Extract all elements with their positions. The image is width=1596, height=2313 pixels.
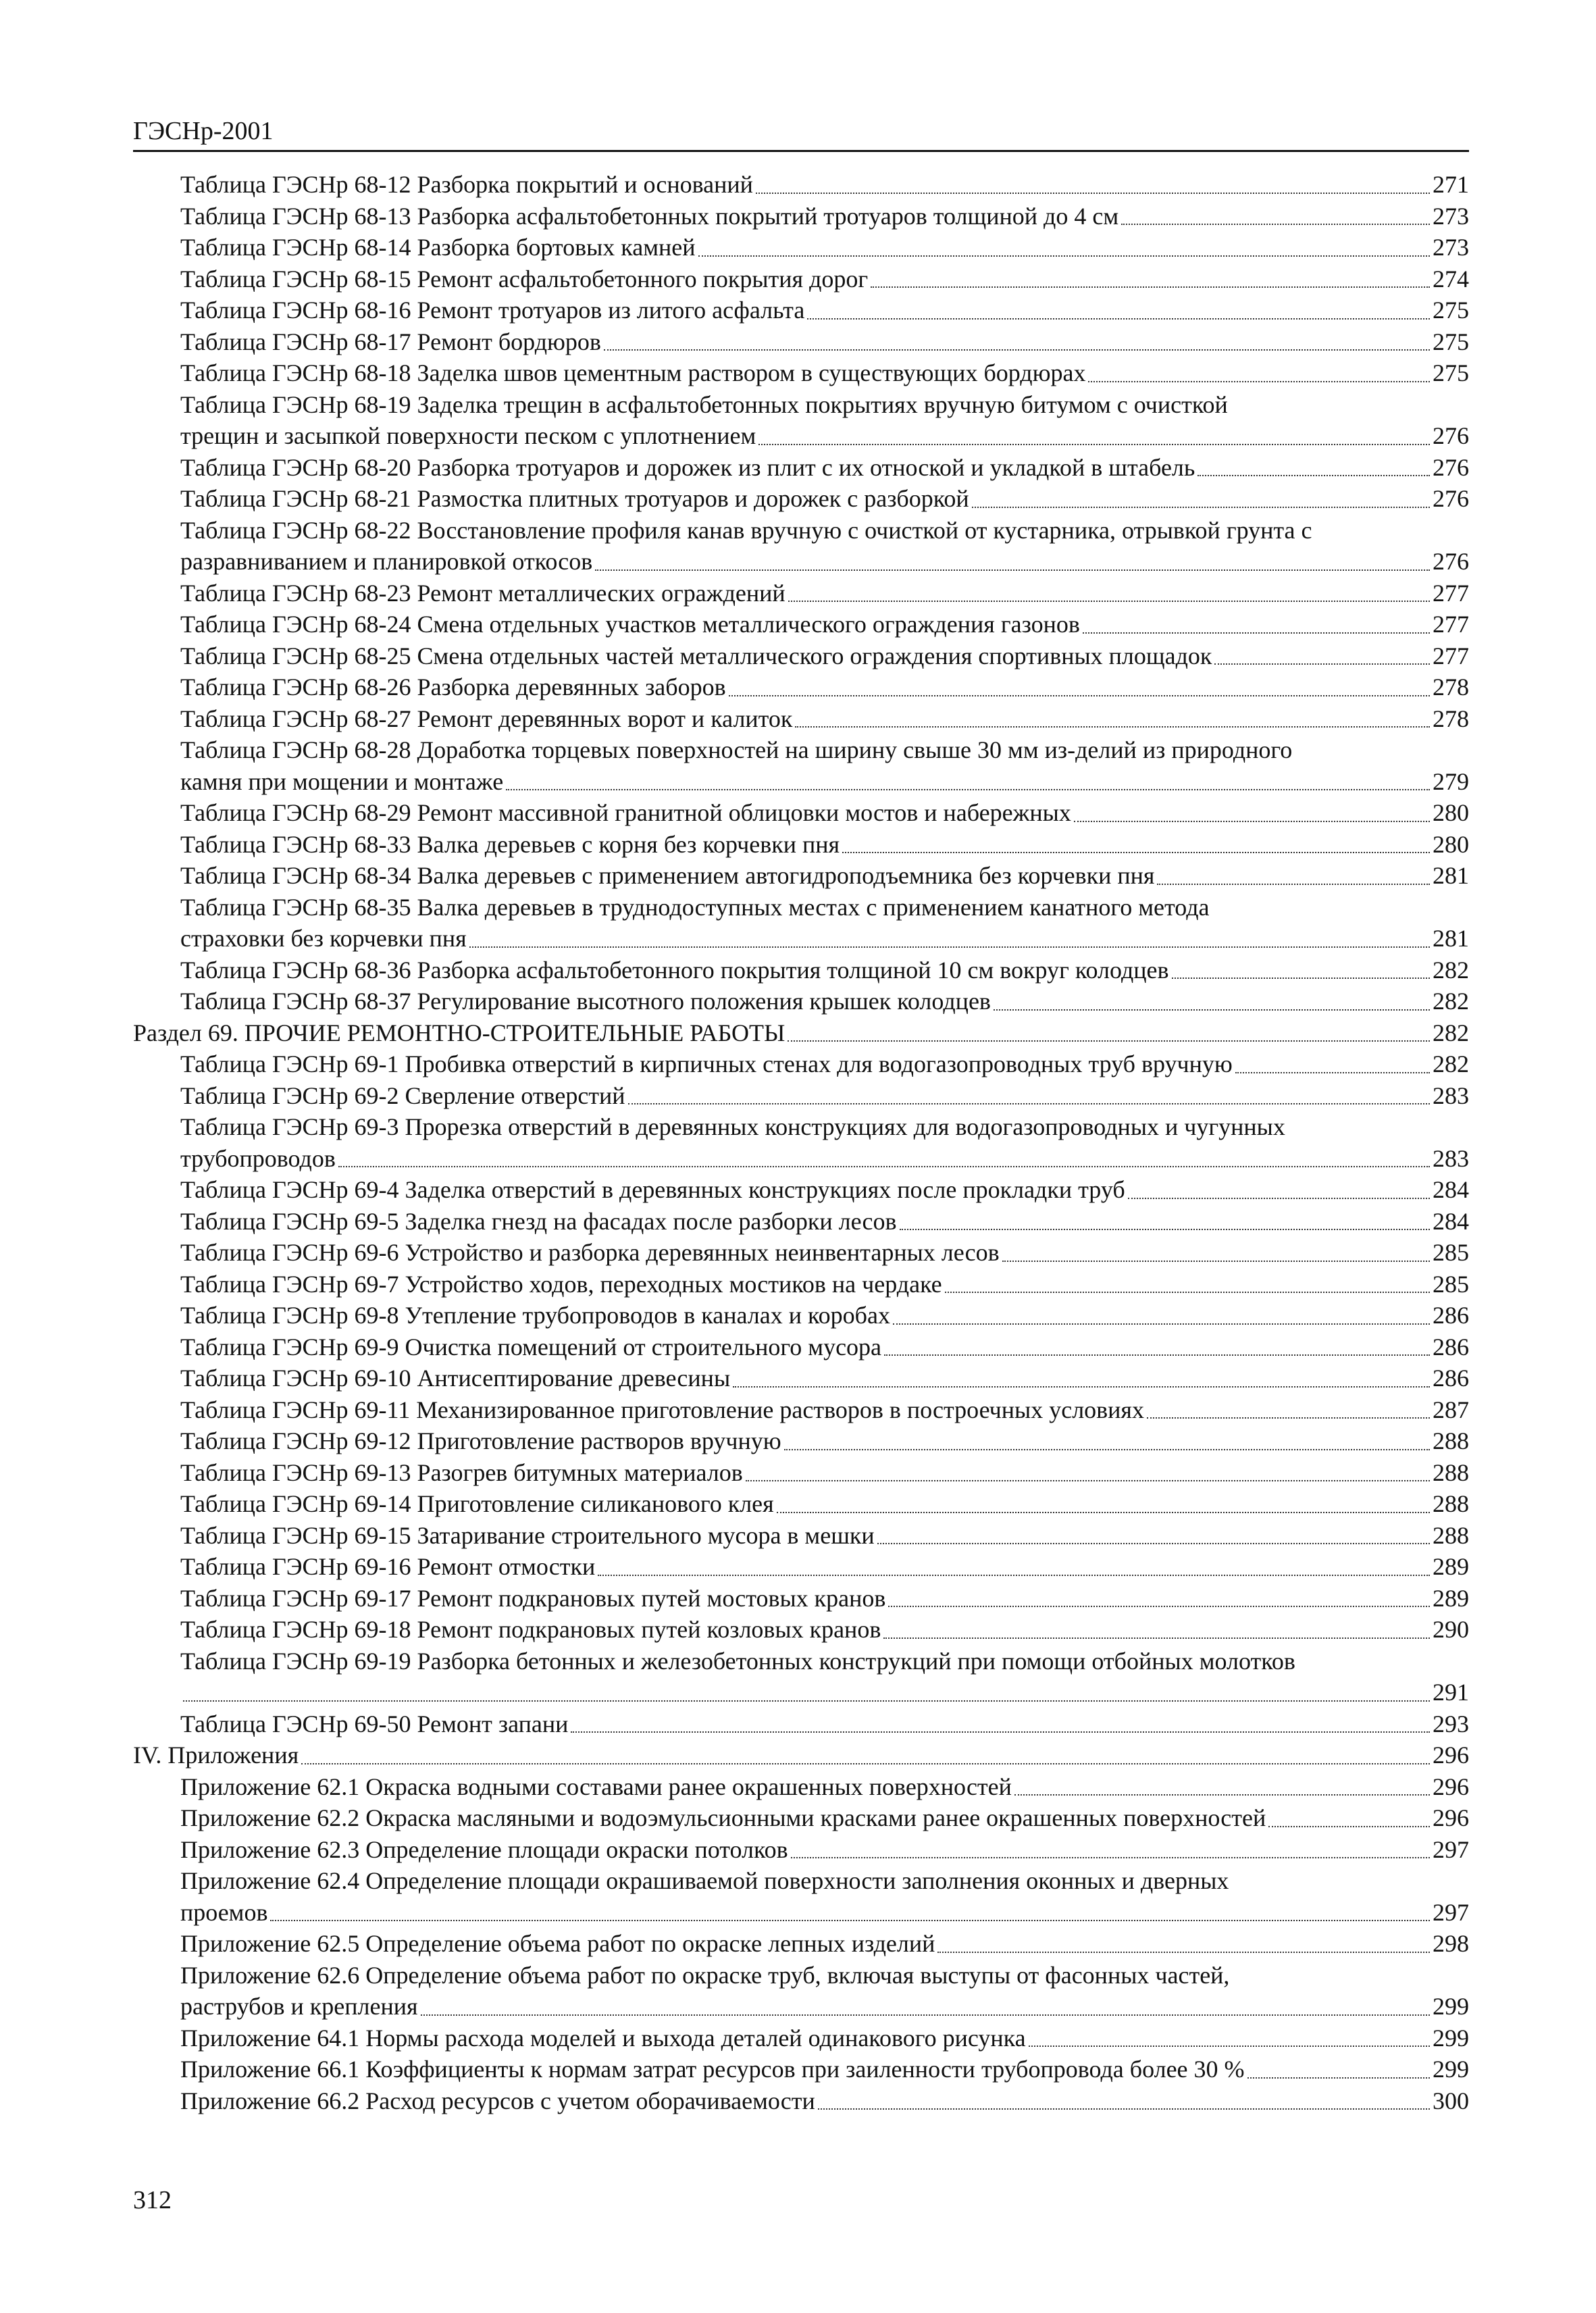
toc-entry-title: Таблица ГЭСНр 69-50 Ремонт запани bbox=[180, 1710, 569, 1737]
toc-entry-title: Таблица ГЭСНр 69-14 Приготовление силиканового клея bbox=[180, 1490, 774, 1517]
toc-page-number: 298 bbox=[1433, 1930, 1469, 1957]
toc-entry bbox=[133, 1425, 1469, 1457]
toc-entry-title: Таблица ГЭСНр 69-16 Ремонт отмостки bbox=[180, 1553, 596, 1580]
dot-leader bbox=[628, 1103, 1430, 1104]
toc-entry-title-cont: разравниванием и планировкой откосов bbox=[180, 548, 593, 575]
toc-entry bbox=[133, 389, 1469, 421]
dot-leader bbox=[1029, 2045, 1430, 2047]
toc-entry-title-cont: проемов bbox=[180, 1898, 268, 1926]
toc-entry-title: Таблица ГЭСНр 68-23 Ремонт металлических ограждений bbox=[180, 579, 786, 607]
toc-entry-title-cont: трещин и засыпкой поверхности песком с уплотнением bbox=[180, 422, 756, 449]
toc-entry-title: Таблица ГЭСНр 68-18 Заделка швов цементным раствором в существующих бордюрах bbox=[180, 359, 1086, 386]
toc-entry bbox=[133, 1551, 1469, 1583]
toc-page-number: 285 bbox=[1433, 1239, 1469, 1266]
toc-entry bbox=[133, 640, 1469, 672]
toc-entry bbox=[133, 797, 1469, 829]
dot-leader bbox=[301, 1763, 1430, 1764]
dot-leader bbox=[506, 789, 1430, 790]
toc-page-number: 282 bbox=[1433, 1050, 1469, 1077]
toc-page-number: 299 bbox=[1433, 1993, 1469, 2020]
dot-leader bbox=[733, 1386, 1430, 1388]
toc-entry-title: IV. Приложения bbox=[133, 1742, 299, 1769]
toc-entry bbox=[133, 1363, 1469, 1394]
toc-entry-title: Таблица ГЭСНр 68-20 Разборка тротуаров и дорожек из плит с их отноской и укладкой в штабель bbox=[180, 453, 1195, 481]
dot-leader bbox=[884, 1354, 1430, 1356]
toc-entry-title: Таблица ГЭСНр 68-36 Разборка асфальтобетонного покрытия толщиной 10 см вокруг колодцев bbox=[180, 956, 1169, 984]
dot-leader bbox=[994, 1009, 1430, 1011]
toc-entry-title-cont: раструбов и крепления bbox=[180, 1993, 418, 2020]
dot-leader bbox=[756, 193, 1430, 194]
toc-page-number: 288 bbox=[1433, 1521, 1469, 1549]
toc-entry bbox=[133, 829, 1469, 861]
toc-entry-title: Приложение 62.6 Определение объема работ по окраске труб, включая выступы от фасонных частей, bbox=[180, 1961, 1230, 1989]
toc-entry-title: Таблица ГЭСНр 68-14 Разборка бортовых камней bbox=[180, 234, 696, 261]
dot-leader bbox=[1235, 1072, 1430, 1073]
toc-entry-title: Таблица ГЭСНр 69-11 Механизированное приготовление растворов в построечных условиях bbox=[180, 1396, 1144, 1423]
toc-entry bbox=[133, 1802, 1469, 1834]
toc-entry-title: Таблица ГЭСНр 68-26 Разборка деревянных заборов bbox=[180, 673, 726, 701]
toc-page-number: 276 bbox=[1433, 548, 1469, 575]
toc-entry bbox=[133, 1206, 1469, 1238]
toc-page-number: 271 bbox=[1433, 171, 1469, 198]
dot-leader bbox=[784, 1449, 1430, 1450]
toc-page-number: 290 bbox=[1433, 1616, 1469, 1643]
toc-page-number: 283 bbox=[1433, 1144, 1469, 1172]
toc-entry bbox=[133, 1237, 1469, 1269]
toc-entry bbox=[133, 1614, 1469, 1646]
toc-entry-title-cont: страховки без корчевки пня bbox=[180, 925, 467, 952]
toc-entry bbox=[133, 295, 1469, 326]
toc-entry-title: Раздел 69. ПРОЧИЕ РЕМОНТНО-СТРОИТЕЛЬНЫЕ РАБОТЫ bbox=[133, 1019, 786, 1046]
toc-page-number: 288 bbox=[1433, 1427, 1469, 1454]
dot-leader bbox=[1157, 884, 1430, 885]
toc-page-number: 277 bbox=[1433, 579, 1469, 607]
toc-page-number: 282 bbox=[1433, 988, 1469, 1015]
toc-entry bbox=[133, 734, 1469, 766]
toc-entry bbox=[133, 326, 1469, 358]
table-of-contents bbox=[133, 169, 1469, 2116]
toc-entry bbox=[133, 1646, 1469, 1677]
toc-entry-title: Таблица ГЭСНр 69-19 Разборка бетонных и железобетонных конструкций при помощи отбойных молотков bbox=[180, 1647, 1295, 1675]
dot-leader bbox=[1074, 821, 1430, 822]
toc-entry bbox=[133, 578, 1469, 609]
dot-leader bbox=[421, 2014, 1430, 2016]
dot-leader bbox=[791, 1857, 1430, 1858]
dot-leader bbox=[877, 1543, 1430, 1544]
toc-entry bbox=[133, 452, 1469, 484]
toc-page-number: 276 bbox=[1433, 485, 1469, 512]
toc-page-number: 275 bbox=[1433, 328, 1469, 355]
dot-leader bbox=[1002, 1261, 1430, 1262]
toc-entry-title: Таблица ГЭСНр 68-29 Ремонт массивной гранитной облицовки мостов и набережных bbox=[180, 799, 1071, 826]
toc-page-number: 286 bbox=[1433, 1302, 1469, 1329]
toc-entry bbox=[133, 1834, 1469, 1866]
toc-page-number: 276 bbox=[1433, 453, 1469, 481]
toc-page-number: 273 bbox=[1433, 234, 1469, 261]
toc-page-number: 275 bbox=[1433, 297, 1469, 324]
toc-section bbox=[133, 1739, 1469, 1771]
toc-entry-continuation bbox=[133, 546, 1469, 578]
dot-leader bbox=[883, 1637, 1430, 1639]
toc-entry-title: Приложение 62.2 Окраска масляными и водоэмульсионными красками ранее окрашенных поверхностей bbox=[180, 1804, 1266, 1831]
toc-page-number: 296 bbox=[1433, 1773, 1469, 1800]
dot-leader bbox=[1121, 224, 1430, 225]
dot-leader bbox=[972, 507, 1430, 508]
dot-leader bbox=[1198, 475, 1430, 476]
toc-page-number: 284 bbox=[1433, 1207, 1469, 1235]
toc-page-number: 279 bbox=[1433, 767, 1469, 795]
toc-entry bbox=[133, 2085, 1469, 2117]
toc-entry bbox=[133, 1394, 1469, 1426]
toc-page-number: 296 bbox=[1433, 1804, 1469, 1831]
dot-leader bbox=[1128, 1198, 1430, 1199]
toc-entry bbox=[133, 357, 1469, 389]
dot-leader bbox=[1214, 663, 1430, 665]
toc-page-number: 285 bbox=[1433, 1270, 1469, 1298]
toc-entry-title-cont: камня при мощении и монтаже bbox=[180, 767, 504, 795]
toc-entry bbox=[133, 1520, 1469, 1552]
toc-page-number: 274 bbox=[1433, 265, 1469, 293]
dot-leader bbox=[183, 1700, 1430, 1702]
toc-entry bbox=[133, 1111, 1469, 1143]
page-number: 312 bbox=[133, 2186, 172, 2214]
dot-leader bbox=[900, 1229, 1431, 1230]
toc-page-number: 287 bbox=[1433, 1396, 1469, 1423]
toc-entry bbox=[133, 515, 1469, 547]
toc-entry-continuation bbox=[133, 1991, 1469, 2023]
dot-leader bbox=[888, 1606, 1430, 1607]
dot-leader bbox=[945, 1292, 1430, 1293]
dot-leader bbox=[746, 1480, 1430, 1481]
toc-entry-title: Таблица ГЭСНр 69-7 Устройство ходов, переходных мостиков на чердаке bbox=[180, 1270, 942, 1298]
toc-entry-continuation bbox=[133, 1897, 1469, 1929]
toc-entry bbox=[133, 169, 1469, 201]
dot-leader bbox=[1172, 977, 1430, 979]
toc-page-number: 278 bbox=[1433, 705, 1469, 732]
toc-page-number: 282 bbox=[1433, 1019, 1469, 1046]
dot-leader bbox=[604, 349, 1430, 351]
toc-page-number: 296 bbox=[1433, 1742, 1469, 1769]
toc-entry-title: Таблица ГЭСНр 69-13 Разогрев битумных материалов bbox=[180, 1458, 743, 1486]
toc-entry bbox=[133, 671, 1469, 703]
toc-entry-title: Таблица ГЭСНр 68-22 Восстановление профиля канав вручную с очисткой от кустарника, отрывкой грунта с bbox=[180, 516, 1312, 544]
dot-leader bbox=[795, 726, 1430, 728]
toc-entry bbox=[133, 1960, 1469, 1991]
dot-leader bbox=[1147, 1417, 1430, 1419]
toc-entry bbox=[133, 1457, 1469, 1489]
toc-entry-title: Приложение 66.1 Коэффициенты к нормам затрат ресурсов при заиленности трубопровода более 30 % bbox=[180, 2056, 1245, 2083]
toc-entry bbox=[133, 1865, 1469, 1897]
toc-entry bbox=[133, 201, 1469, 232]
toc-entry-title-cont: трубопроводов bbox=[180, 1144, 336, 1172]
toc-entry bbox=[133, 1488, 1469, 1520]
toc-page-number: 278 bbox=[1433, 673, 1469, 701]
toc-entry bbox=[133, 1300, 1469, 1331]
toc-page-number: 277 bbox=[1433, 642, 1469, 669]
dot-leader bbox=[788, 1040, 1430, 1042]
toc-page-number: 297 bbox=[1433, 1835, 1469, 1863]
toc-page-number: 281 bbox=[1433, 925, 1469, 952]
toc-entry-title: Таблица ГЭСНр 68-28 Доработка торцевых поверхностей на ширину свыше 30 мм из-делий из природного bbox=[180, 736, 1293, 763]
toc-entry-continuation bbox=[133, 1143, 1469, 1175]
dot-leader bbox=[818, 2108, 1430, 2110]
toc-entry-title: Приложение 62.1 Окраска водными составами ранее окрашенных поверхностей bbox=[180, 1773, 1012, 1800]
toc-entry-title: Таблица ГЭСНр 69-12 Приготовление растворов вручную bbox=[180, 1427, 781, 1454]
dot-leader bbox=[807, 318, 1430, 320]
toc-entry-title: Приложение 62.4 Определение площади окрашиваемой поверхности заполнения оконных и дверных bbox=[180, 1867, 1229, 1894]
toc-page-number: 277 bbox=[1433, 611, 1469, 638]
toc-page-number: 275 bbox=[1433, 359, 1469, 386]
dot-leader bbox=[777, 1512, 1430, 1513]
toc-entry-title: Таблица ГЭСНр 69-1 Пробивка отверстий в кирпичных стенах для водогазопроводных труб вручную bbox=[180, 1050, 1233, 1077]
dot-leader bbox=[338, 1166, 1430, 1167]
toc-entry-title: Таблица ГЭСНр 68-13 Разборка асфальтобетонных покрытий тротуаров толщиной до 4 см bbox=[180, 202, 1119, 230]
toc-page-number: 273 bbox=[1433, 202, 1469, 230]
toc-page-number: 286 bbox=[1433, 1365, 1469, 1392]
toc-entry-title: Таблица ГЭСНр 69-5 Заделка гнезд на фасадах после разборки лесов bbox=[180, 1207, 897, 1235]
toc-entry-title: Таблица ГЭСНр 68-15 Ремонт асфальтобетонного покрытия дорог bbox=[180, 265, 869, 293]
toc-entry-title: Таблица ГЭСНр 69-17 Ремонт подкрановых путей мостовых кранов bbox=[180, 1584, 886, 1612]
toc-entry bbox=[133, 1174, 1469, 1206]
toc-entry-continuation bbox=[133, 420, 1469, 452]
dot-leader bbox=[595, 569, 1430, 571]
toc-entry-title: Таблица ГЭСНр 68-24 Смена отдельных участков металлического ограждения газонов bbox=[180, 611, 1080, 638]
toc-entry-title: Таблица ГЭСНр 69-9 Очистка помещений от строительного мусора bbox=[180, 1333, 882, 1361]
toc-page-number: 299 bbox=[1433, 2056, 1469, 2083]
dot-leader bbox=[698, 255, 1430, 257]
toc-entry-title: Таблица ГЭСНр 69-6 Устройство и разборка деревянных неинвентарных лесов bbox=[180, 1239, 1000, 1266]
dot-leader bbox=[758, 444, 1430, 445]
dot-leader bbox=[1247, 2077, 1430, 2079]
toc-page-number: 276 bbox=[1433, 422, 1469, 449]
toc-entry bbox=[133, 232, 1469, 263]
toc-entry-title: Таблица ГЭСНр 69-18 Ремонт подкрановых путей козловых кранов bbox=[180, 1616, 881, 1643]
toc-entry bbox=[133, 483, 1469, 515]
toc-page-number: 281 bbox=[1433, 862, 1469, 889]
dot-leader bbox=[270, 1920, 1430, 1921]
toc-entry-continuation bbox=[133, 1677, 1469, 1708]
toc-entry-title: Таблица ГЭСНр 68-12 Разборка покрытий и оснований bbox=[180, 171, 753, 198]
toc-entry-title: Таблица ГЭСНр 68-21 Размостка плитных тротуаров и дорожек с разборкой bbox=[180, 485, 969, 512]
dot-leader bbox=[1088, 381, 1430, 382]
dot-leader bbox=[1014, 1794, 1430, 1796]
toc-entry-title: Приложение 64.1 Нормы расхода моделей и выхода деталей одинакового рисунка bbox=[180, 2024, 1026, 2052]
toc-page-number: 280 bbox=[1433, 799, 1469, 826]
toc-entry bbox=[133, 1708, 1469, 1740]
toc-page-number: 283 bbox=[1433, 1082, 1469, 1109]
dot-leader bbox=[937, 1952, 1430, 1953]
toc-entry-title: Таблица ГЭСНр 69-10 Антисептирование древесины bbox=[180, 1365, 731, 1392]
toc-page-number: 289 bbox=[1433, 1553, 1469, 1580]
toc-entry bbox=[133, 1080, 1469, 1112]
toc-entry bbox=[133, 1048, 1469, 1080]
toc-entry bbox=[133, 1928, 1469, 1960]
document-code: ГЭСНр-2001 bbox=[133, 117, 274, 145]
toc-entry-title: Таблица ГЭСНр 68-35 Валка деревьев в труднодоступных местах с применением канатного метода bbox=[180, 893, 1210, 921]
dot-leader bbox=[598, 1575, 1430, 1576]
toc-page-number: 280 bbox=[1433, 830, 1469, 858]
toc-page-number: 286 bbox=[1433, 1333, 1469, 1361]
toc-entry bbox=[133, 1269, 1469, 1300]
toc-entry-continuation bbox=[133, 766, 1469, 798]
toc-entry-title: Приложение 62.3 Определение площади окраски потолков bbox=[180, 1835, 788, 1863]
toc-entry-title: Таблица ГЭСНр 68-27 Ремонт деревянных ворот и калиток bbox=[180, 705, 793, 732]
dot-leader bbox=[1083, 632, 1430, 634]
dot-leader bbox=[1268, 1826, 1430, 1827]
toc-entry-title: Таблица ГЭСНр 68-37 Регулирование высотного положения крышек колодцев bbox=[180, 988, 991, 1015]
page-header bbox=[133, 108, 1469, 152]
dot-leader bbox=[788, 601, 1430, 602]
toc-page-number: 300 bbox=[1433, 2087, 1469, 2114]
toc-page-number: 282 bbox=[1433, 956, 1469, 984]
toc-entry bbox=[133, 2023, 1469, 2054]
toc-entry bbox=[133, 1331, 1469, 1363]
dot-leader bbox=[469, 946, 1430, 948]
dot-leader bbox=[571, 1731, 1430, 1733]
dot-leader bbox=[893, 1323, 1430, 1325]
dot-leader bbox=[871, 286, 1430, 288]
toc-entry-title: Таблица ГЭСНр 69-15 Затаривание строительного мусора в мешки bbox=[180, 1521, 875, 1549]
toc-page-number: 288 bbox=[1433, 1490, 1469, 1517]
dot-leader bbox=[729, 695, 1430, 696]
toc-entry-continuation bbox=[133, 923, 1469, 955]
toc-entry-title: Таблица ГЭСНр 69-2 Сверление отверстий bbox=[180, 1082, 625, 1109]
toc-page-number: 299 bbox=[1433, 2024, 1469, 2052]
toc-entry-title: Таблица ГЭСНр 69-3 Прорезка отверстий в деревянных конструкциях для водогазопроводных и чугунных bbox=[180, 1113, 1285, 1140]
toc-entry bbox=[133, 955, 1469, 986]
toc-entry-title: Таблица ГЭСНр 68-19 Заделка трещин в асфальтобетонных покрытиях вручную битумом с очисткой bbox=[180, 390, 1228, 418]
dot-leader bbox=[842, 852, 1430, 853]
toc-page-number: 293 bbox=[1433, 1710, 1469, 1737]
toc-page-number: 284 bbox=[1433, 1176, 1469, 1203]
toc-page-number: 288 bbox=[1433, 1458, 1469, 1486]
toc-entry-title: Таблица ГЭСНр 69-8 Утепление трубопроводов в каналах и коробах bbox=[180, 1302, 890, 1329]
toc-entry bbox=[133, 609, 1469, 640]
toc-entry-title: Таблица ГЭСНр 69-4 Заделка отверстий в деревянных конструкциях после прокладки труб bbox=[180, 1176, 1125, 1203]
toc-section bbox=[133, 1017, 1469, 1049]
toc-entry bbox=[133, 892, 1469, 923]
toc-entry-title: Приложение 62.5 Определение объема работ по окраске лепных изделий bbox=[180, 1930, 935, 1957]
toc-entry-title: Таблица ГЭСНр 68-16 Ремонт тротуаров из литого асфальта bbox=[180, 297, 805, 324]
toc-entry-title: Приложение 66.2 Расход ресурсов с учетом оборачиваемости bbox=[180, 2087, 815, 2114]
toc-entry bbox=[133, 703, 1469, 735]
toc-page-number: 291 bbox=[1433, 1679, 1469, 1706]
toc-entry-title: Таблица ГЭСНр 68-17 Ремонт бордюров bbox=[180, 328, 601, 355]
toc-page-number: 289 bbox=[1433, 1584, 1469, 1612]
toc-entry bbox=[133, 1771, 1469, 1803]
toc-entry-title: Таблица ГЭСНр 68-33 Валка деревьев с корня без корчевки пня bbox=[180, 830, 840, 858]
toc-page-number: 297 bbox=[1433, 1898, 1469, 1926]
toc-entry-title: Таблица ГЭСНр 68-34 Валка деревьев с применением автогидроподъемника без корчевки пня bbox=[180, 862, 1155, 889]
toc-entry bbox=[133, 1583, 1469, 1615]
toc-entry-title: Таблица ГЭСНр 68-25 Смена отдельных частей металлического ограждения спортивных площадок bbox=[180, 642, 1212, 669]
toc-entry bbox=[133, 2054, 1469, 2085]
toc-entry bbox=[133, 986, 1469, 1017]
toc-entry bbox=[133, 860, 1469, 892]
toc-entry bbox=[133, 263, 1469, 295]
